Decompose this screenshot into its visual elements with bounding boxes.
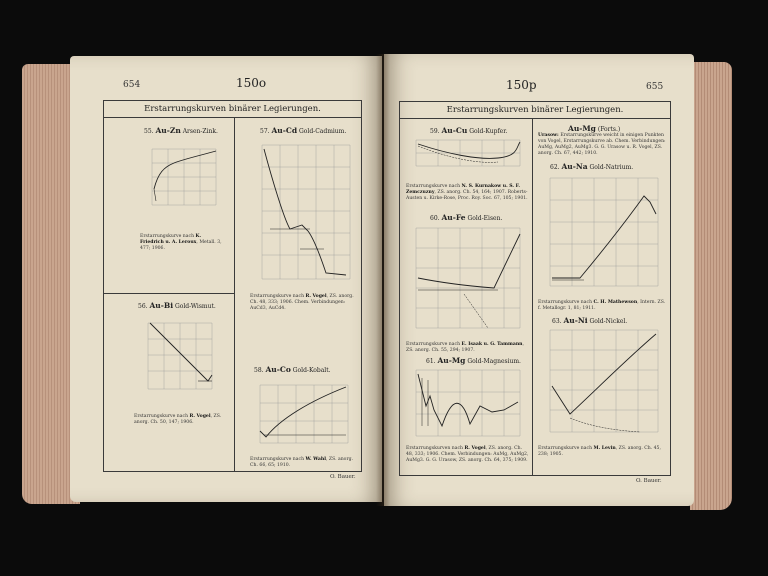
right-page-edges (690, 62, 732, 510)
caption-56: Erstarrungskurve nach R. Vogel, ZS. anorg. Ch. 50, 147; 1906. (134, 414, 222, 425)
section-title-au-mg-forts: Au-Mg (Forts.) (568, 124, 621, 133)
section-title-60: 60. Au-Fe Gold-Eisen. (430, 213, 503, 222)
chart-au-mg (408, 366, 526, 444)
right-page-number: 655 (646, 82, 664, 92)
chart-au-bi (138, 315, 228, 397)
chart-au-zn (144, 139, 226, 217)
left-page-number: 654 (123, 80, 141, 90)
caption-57: Erstarrungskurve nach R. Vogel, ZS. anorg. Ch. 48, 333; 1906. Chem. Verbindungen: AuCd3, AuCd4. (250, 294, 354, 311)
right-frame-header: Erstarrungskurven binärer Legierungen. (400, 102, 670, 119)
book-gutter (376, 54, 390, 506)
section-title-56: 56. Au-Bi Gold-Wismut. (138, 301, 216, 310)
left-frame-header: Erstarrungskurven binärer Legierungen. (104, 101, 361, 118)
section-title-57: 57. Au-Cd Gold-Cadmium. (260, 126, 347, 135)
chart-au-cd (250, 139, 354, 287)
chart-au-fe (408, 224, 526, 336)
caption-au-mg-forts: Urasow: Erstarrungskurve weicht in einigen Punkten von Vogel, Erstarrungskurve ab. Chem. Verbindungen: AuMg, AuMg2, AuMg3. G. G. Urasow u. R. Vogel, ZS. anorg. Ch. 67, 442; 1910. (538, 133, 666, 156)
section-title-59: 59. Au-Cu Gold-Kupfer. (430, 126, 508, 135)
left-column-divider (234, 117, 235, 471)
left-page-footer: O. Bauer. (330, 474, 356, 480)
caption-55: Erstarrungskurve nach K. Friedrich u. A. Leroux, Metall. 3, 477; 1906. (140, 234, 222, 251)
chart-au-ni (540, 326, 664, 442)
chart-au-co (250, 379, 354, 451)
chart-au-na (540, 174, 664, 296)
caption-62: Erstarrungskurve nach C. H. Mathewson, Intern. ZS. f. Metallogr. 1, 81; 1911. (538, 300, 666, 311)
section-title-61: 61. Au-Mg Gold-Magnesium. (426, 356, 521, 365)
caption-59: Erstarrungskurve nach N. S. Kurnakow u. S. F. Zemczuzny, ZS. anorg. Ch. 54, 164; 1907. Roberts-Austen u. Kirke-Rose, Proc. Roy. Soc. 67, 105; 1901. (406, 184, 528, 201)
caption-61: Erstarrungskurven nach R. Vogel, ZS. anorg. Ch. 48, 333; 1906. Chem. Verbindungen: AuMg, AuMg2, AuMg3. G. G. Urasow, ZS. anorg. Ch. 64, 375; 1909. (406, 446, 529, 463)
left-row-divider (104, 293, 234, 294)
section-title-58: 58. Au-Co Gold-Kobalt. (254, 365, 331, 374)
chart-au-cu (408, 136, 526, 176)
right-page-footer: O. Bauer. (636, 478, 662, 484)
caption-58: Erstarrungskurve nach W. Wahl, ZS. anorg. Ch. 66, 65; 1910. (250, 457, 354, 468)
section-title-63: 63. Au-Ni Gold-Nickel. (552, 316, 628, 325)
right-column-divider (532, 118, 533, 475)
caption-63: Erstarrungskurve nach M. Levin, ZS. anorg. Ch. 45, 238; 1905. (538, 446, 661, 457)
section-title-62: 62. Au-Na Gold-Natrium. (550, 162, 634, 171)
section-title-55: 55. Au-Zn Arsen-Zink. (144, 126, 218, 135)
left-figure-frame (103, 100, 362, 472)
right-figure-frame (399, 101, 671, 476)
caption-60: Erstarrungskurve nach E. Isaak u. G. Tammann, ZS. anorg. Ch. 55, 294; 1907. (406, 342, 524, 353)
right-page-title: 150p (506, 78, 537, 92)
left-page-title: 150o (236, 76, 267, 90)
